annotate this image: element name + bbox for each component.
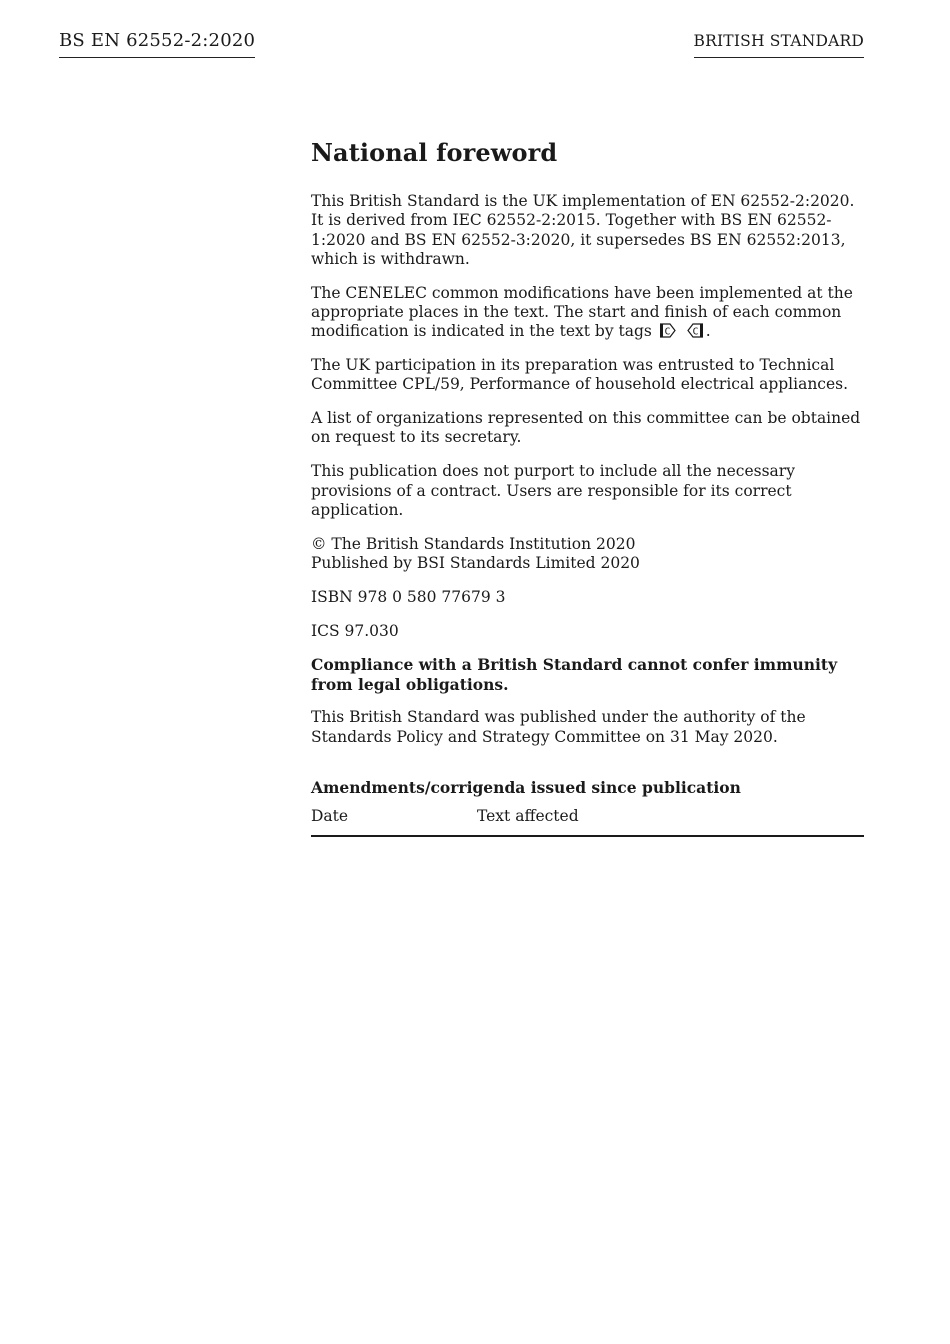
amendments-heading: Amendments/corrigenda issued since publication: [311, 778, 741, 798]
modification-end-tag-icon: [686, 323, 704, 338]
copyright-line: © The British Standards Institution 2020: [311, 534, 636, 553]
standard-number-header: BS EN 62552-2:2020: [59, 30, 255, 58]
provisions-disclaimer-paragraph: This publication does not purport to include all the necessary provisions of a contract. Users are responsible for its correct application.: [311, 462, 795, 519]
authority-paragraph: This British Standard was published under the authority of the Standards Policy and Strategy Committee on 31 May 2020.: [311, 708, 806, 746]
amendments-date-column: Date: [311, 807, 349, 826]
copyright-block: [311, 535, 864, 574]
modification-start-tag-icon: [659, 323, 677, 338]
publisher-line: Published by BSI Standards Limited 2020: [311, 553, 640, 572]
implementation-paragraph: This British Standard is the UK implementation of EN 62552-2:2020. It is derived from IEC 62552-2:2015. Together with BS EN 62552-1:2020 and BS EN 62552-3:2020, it supersedes BS EN 62552:2013, which is withdrawn.: [311, 192, 855, 268]
common-modifications-paragraph: [311, 284, 864, 342]
amendments-table-header: [311, 807, 864, 837]
foreword-content: [311, 138, 864, 837]
organizations-list-paragraph: A list of organizations represented on this committee can be obtained on request to its secretary.: [311, 409, 861, 447]
common-modifications-text: The CENELEC common modifications have been implemented at the appropriate places in the text. The start and finish of each common modification is indicated in the text by tags: [311, 283, 853, 341]
uk-participation-paragraph: The UK participation in its preparation was entrusted to Technical Committee CPL/59, Performance of household electrical appliances.: [311, 356, 849, 394]
british-standard-header: BRITISH STANDARD: [694, 32, 865, 58]
modification-start-tag-letter: C: [664, 326, 671, 338]
ics-line: ICS 97.030: [311, 621, 399, 640]
modification-end-tag-letter: C: [692, 326, 699, 338]
compliance-statement: Compliance with a British Standard cannot confer immunity from legal obligations.: [311, 655, 838, 694]
page-title: National foreword: [311, 138, 558, 167]
isbn-line: ISBN 978 0 580 77679 3: [311, 587, 506, 606]
amendments-text-affected-column: Text affected: [477, 807, 579, 826]
common-modifications-end: .: [705, 322, 711, 341]
